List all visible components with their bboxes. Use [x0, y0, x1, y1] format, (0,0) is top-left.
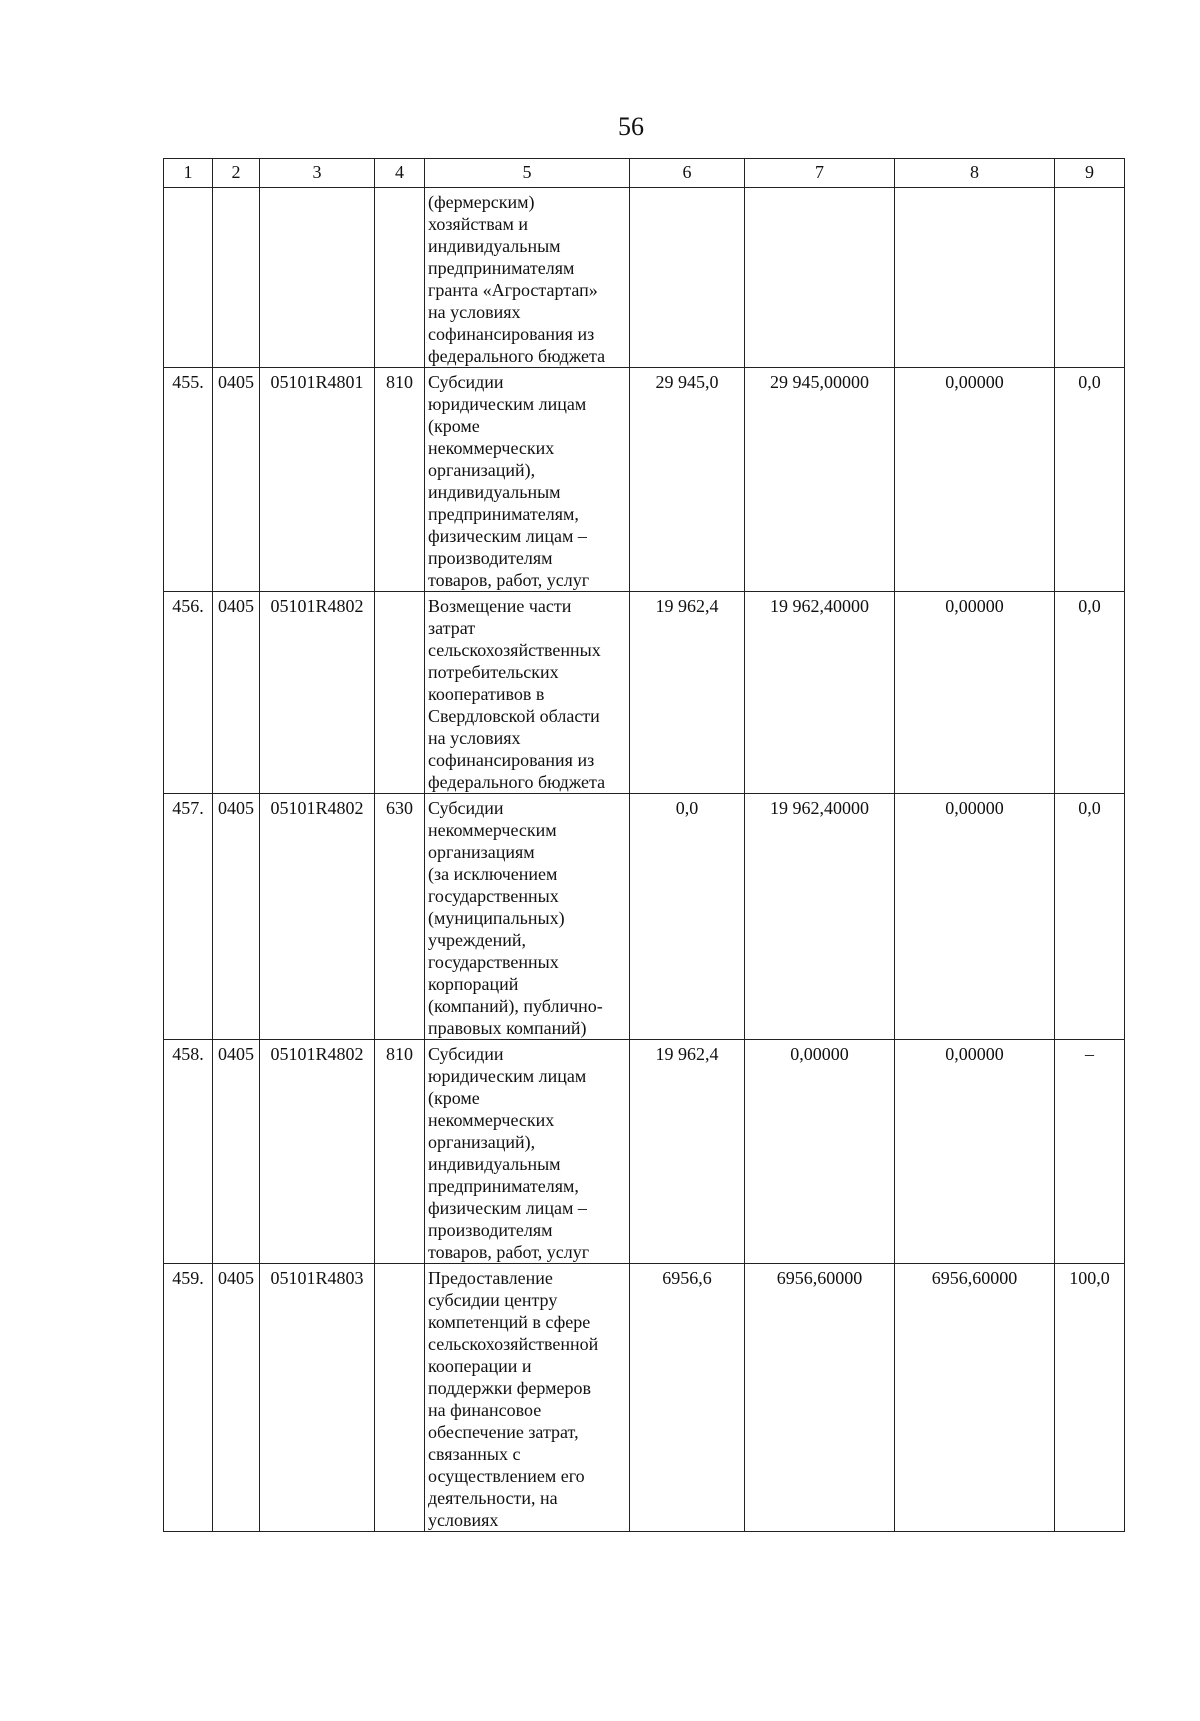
description-line: потребительских [428, 662, 559, 682]
description-line: некоммерческих [428, 438, 555, 458]
description-line: связанных с [428, 1444, 521, 1464]
description-line: товаров, работ, услуг [428, 570, 590, 590]
table-row [164, 1040, 1125, 1264]
description-line: (кроме [428, 416, 480, 436]
planned-amount-cell: 0,0 [630, 794, 745, 1040]
row-number-cell: 458. [164, 1040, 213, 1264]
section-code-cell: 0405 [213, 1040, 260, 1264]
expense-type-cell [375, 592, 425, 794]
description-line: товаров, работ, услуг [428, 1242, 590, 1262]
actual-amount-cell [745, 188, 895, 368]
description-line: хозяйствам и [428, 214, 528, 234]
planned-amount-cell: 19 962,4 [630, 592, 745, 794]
description-line: государственных [428, 886, 559, 906]
description-line: на условиях [428, 302, 521, 322]
table-row [164, 188, 1125, 368]
description-line: индивидуальным [428, 1154, 561, 1174]
planned-amount-cell: 19 962,4 [630, 1040, 745, 1264]
description-line: софинансирования из [428, 324, 595, 344]
description-line: правовых компаний) [428, 1018, 587, 1038]
percent-cell: 0,0 [1055, 592, 1125, 794]
description-line: индивидуальным [428, 482, 561, 502]
description-line: производителям [428, 548, 553, 568]
description-line: некоммерческих [428, 1110, 555, 1130]
target-code-cell: 05101R4803 [260, 1264, 375, 1532]
spent-amount-cell: 0,00000 [895, 368, 1055, 592]
description-line: физическим лицам – [428, 1198, 587, 1218]
budget-table [163, 158, 1125, 1532]
description-line: физическим лицам – [428, 526, 587, 546]
spent-amount-cell: 0,00000 [895, 1040, 1055, 1264]
actual-amount-cell: 6956,60000 [745, 1264, 895, 1532]
row-number-cell: 459. [164, 1264, 213, 1532]
description-line: Свердловской области [428, 706, 600, 726]
page-number: 56 [618, 112, 644, 141]
description-line: индивидуальным [428, 236, 561, 256]
target-code-cell: 05101R4802 [260, 794, 375, 1040]
description-line: организаций), [428, 460, 536, 480]
description-line: гранта «Агростартап» [428, 280, 598, 300]
description-cell [425, 368, 630, 592]
section-code-cell [213, 188, 260, 368]
table-row [164, 1264, 1125, 1532]
actual-amount-cell: 29 945,00000 [745, 368, 895, 592]
column-header: 3 [260, 159, 375, 188]
row-number-cell: 455. [164, 368, 213, 592]
description-line: затрат [428, 618, 476, 638]
description-line: условиях [428, 1510, 499, 1530]
planned-amount-cell [630, 188, 745, 368]
table-row [164, 368, 1125, 592]
expense-type-cell [375, 1264, 425, 1532]
row-number-cell: 456. [164, 592, 213, 794]
description-line: юридическим лицам [428, 394, 587, 414]
description-line: (муниципальных) [428, 908, 565, 928]
spent-amount-cell: 6956,60000 [895, 1264, 1055, 1532]
description-line: Субсидии [428, 1044, 504, 1064]
description-cell [425, 1264, 630, 1532]
description-line: на финансовое [428, 1400, 542, 1420]
description-line: (компаний), публично- [428, 996, 603, 1016]
description-line: федерального бюджета [428, 346, 606, 366]
column-header: 1 [164, 159, 213, 188]
percent-cell: 0,0 [1055, 368, 1125, 592]
description-line: на условиях [428, 728, 521, 748]
description-line: обеспечение затрат, [428, 1422, 579, 1442]
description-line: деятельности, на [428, 1488, 558, 1508]
target-code-cell: 05101R4801 [260, 368, 375, 592]
description-line: производителям [428, 1220, 553, 1240]
section-code-cell: 0405 [213, 592, 260, 794]
column-header: 7 [745, 159, 895, 188]
spent-amount-cell [895, 188, 1055, 368]
description-line: организаций), [428, 1132, 536, 1152]
description-line: некоммерческим [428, 820, 557, 840]
description-line: субсидии центру [428, 1290, 558, 1310]
spent-amount-cell: 0,00000 [895, 794, 1055, 1040]
description-line: Субсидии [428, 798, 504, 818]
description-cell [425, 188, 630, 368]
expense-type-cell: 810 [375, 1040, 425, 1264]
table-row [164, 794, 1125, 1040]
description-line: кооперативов в [428, 684, 545, 704]
description-line: федерального бюджета [428, 772, 606, 792]
description-line: осуществлением его [428, 1466, 585, 1486]
spent-amount-cell: 0,00000 [895, 592, 1055, 794]
target-code-cell: 05101R4802 [260, 592, 375, 794]
target-code-cell: 05101R4802 [260, 1040, 375, 1264]
description-line: предпринимателям, [428, 504, 579, 524]
expense-type-cell: 810 [375, 368, 425, 592]
description-line: Возмещение части [428, 596, 572, 616]
percent-cell: – [1055, 1040, 1125, 1264]
target-code-cell [260, 188, 375, 368]
description-line: поддержки фермеров [428, 1378, 591, 1398]
description-line: (фермерским) [428, 192, 535, 212]
actual-amount-cell: 19 962,40000 [745, 592, 895, 794]
table-header-row [164, 159, 1125, 188]
description-line: сельскохозяйственной [428, 1334, 599, 1354]
description-line: (за исключением [428, 864, 558, 884]
description-line: компетенций в сфере [428, 1312, 591, 1332]
expense-type-cell [375, 188, 425, 368]
column-header: 6 [630, 159, 745, 188]
row-number-cell: 457. [164, 794, 213, 1040]
actual-amount-cell: 0,00000 [745, 1040, 895, 1264]
planned-amount-cell: 6956,6 [630, 1264, 745, 1532]
description-line: кооперации и [428, 1356, 532, 1376]
column-header: 2 [213, 159, 260, 188]
description-line: корпораций [428, 974, 519, 994]
description-line: (кроме [428, 1088, 480, 1108]
percent-cell: 0,0 [1055, 794, 1125, 1040]
table-row [164, 592, 1125, 794]
column-header: 4 [375, 159, 425, 188]
column-header: 8 [895, 159, 1055, 188]
description-cell [425, 1040, 630, 1264]
description-line: софинансирования из [428, 750, 595, 770]
description-line: Субсидии [428, 372, 504, 392]
description-line: Предоставление [428, 1268, 553, 1288]
description-line: сельскохозяйственных [428, 640, 601, 660]
expense-type-cell: 630 [375, 794, 425, 1040]
section-code-cell: 0405 [213, 1264, 260, 1532]
section-code-cell: 0405 [213, 794, 260, 1040]
description-line: организациям [428, 842, 535, 862]
description-line: учреждений, [428, 930, 527, 950]
percent-cell [1055, 188, 1125, 368]
section-code-cell: 0405 [213, 368, 260, 592]
description-cell [425, 592, 630, 794]
percent-cell: 100,0 [1055, 1264, 1125, 1532]
description-line: предпринимателям, [428, 1176, 579, 1196]
description-line: предпринимателям [428, 258, 575, 278]
description-line: юридическим лицам [428, 1066, 587, 1086]
column-header: 9 [1055, 159, 1125, 188]
planned-amount-cell: 29 945,0 [630, 368, 745, 592]
description-cell [425, 794, 630, 1040]
actual-amount-cell: 19 962,40000 [745, 794, 895, 1040]
description-line: государственных [428, 952, 559, 972]
row-number-cell [164, 188, 213, 368]
column-header: 5 [425, 159, 630, 188]
